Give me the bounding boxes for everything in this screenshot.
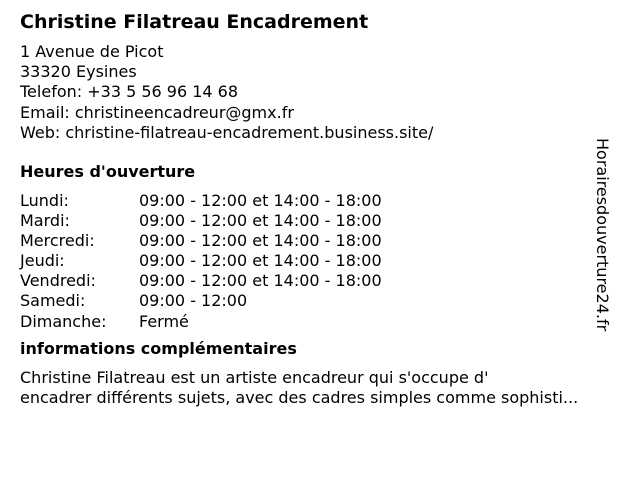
day-label: Vendredi: — [20, 271, 96, 291]
hours-title: Heures d'ouverture — [20, 162, 196, 182]
day-label: Mercredi: — [20, 231, 95, 251]
day-label: Lundi: — [20, 191, 69, 211]
description — [20, 368, 620, 408]
day-hours: 09:00 - 12:00 — [139, 291, 248, 311]
business-name: Christine Filatreau Encadrement — [20, 11, 369, 33]
phone-line: Telefon: +33 5 56 96 14 68 — [20, 82, 239, 102]
hours-table — [20, 191, 620, 332]
day-label: Jeudi: — [20, 251, 65, 271]
business-card — [20, 10, 620, 408]
day-label: Samedi: — [20, 291, 86, 311]
hours-row-mercredi — [20, 231, 620, 251]
day-hours: 09:00 - 12:00 et 14:00 - 18:00 — [139, 231, 382, 251]
day-label: Dimanche: — [20, 311, 107, 331]
hours-row-jeudi — [20, 251, 620, 271]
info-title: informations complémentaires — [20, 338, 297, 358]
day-hours: 09:00 - 12:00 et 14:00 - 18:00 — [139, 191, 382, 211]
site-brand-vertical: Horairesdouverture24.fr — [593, 138, 612, 332]
web-line: Web: christine-filatreau-encadrement.business.site/ — [20, 122, 434, 142]
email-line: Email: christineencadreur@gmx.fr — [20, 102, 294, 122]
day-hours: 09:00 - 12:00 et 14:00 - 18:00 — [139, 211, 382, 231]
description-line: encadrer différents sujets, avec des cadres simples comme sophisti... — [20, 387, 579, 407]
city-postcode: 33320 Eysines — [20, 62, 137, 82]
day-hours: Fermé — [139, 311, 189, 331]
day-hours: 09:00 - 12:00 et 14:00 - 18:00 — [139, 271, 382, 291]
hours-row-mardi — [20, 211, 620, 231]
description-line: Christine Filatreau est un artiste encadreur qui s'occupe d' — [20, 367, 489, 387]
street-address: 1 Avenue de Picot — [20, 42, 164, 61]
hours-row-lundi — [20, 191, 620, 211]
day-label: Mardi: — [20, 211, 70, 231]
contact-block — [20, 42, 620, 143]
hours-row-samedi — [20, 291, 620, 311]
day-hours: 09:00 - 12:00 et 14:00 - 18:00 — [139, 251, 382, 271]
hours-row-dimanche — [20, 312, 620, 332]
hours-row-vendredi — [20, 271, 620, 291]
